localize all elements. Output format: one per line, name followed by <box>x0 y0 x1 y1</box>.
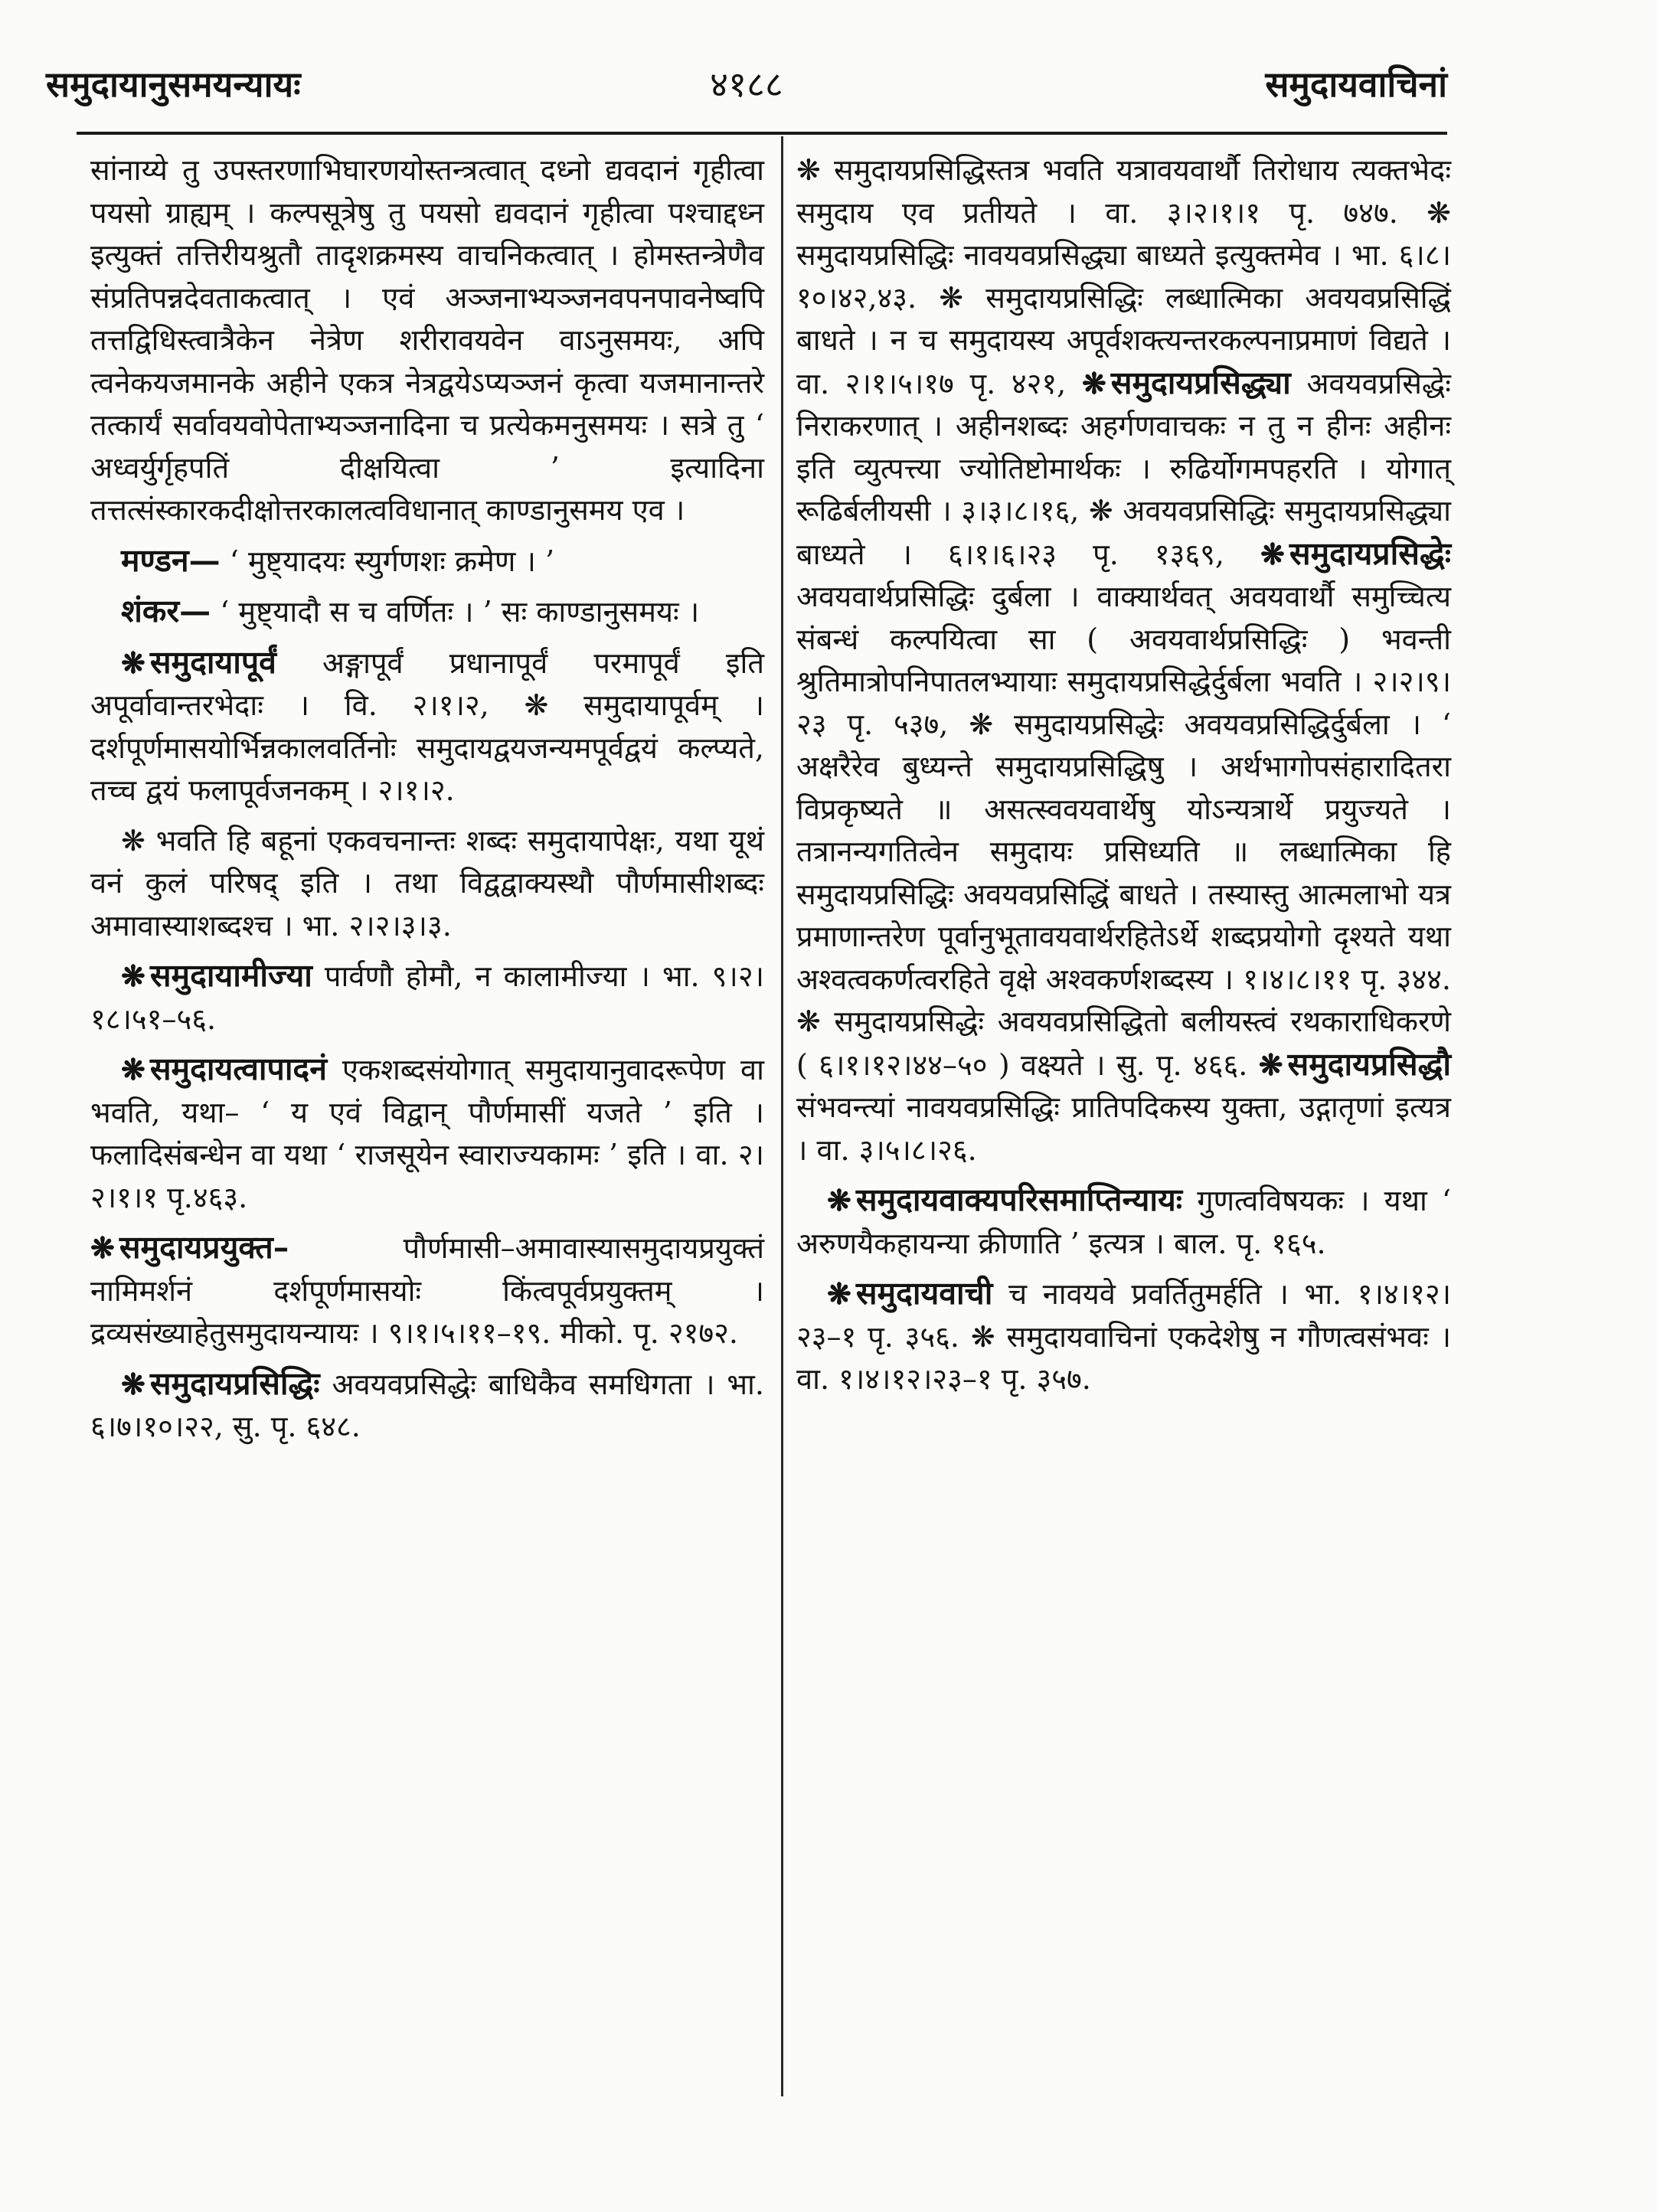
entry-star: ❋ <box>121 1366 145 1401</box>
entry-headword: समुदायप्रसिद्धौ <box>1287 1045 1451 1083</box>
entry-headword: समुदायप्रसिद्ध्या <box>1110 364 1291 401</box>
running-head-left: समुदायानुसमयन्यायः <box>46 64 301 105</box>
running-head-right: समुदायवाचिनां <box>1265 64 1447 105</box>
entry-headword: समुदायवाची <box>855 1275 993 1312</box>
entry-text: ‘ मुष्ट्यादौ स च वर्णितः । ’ सः काण्डानुसमयः । <box>220 595 700 629</box>
entry-headword: समुदायामीज्या <box>149 957 312 994</box>
entry <box>90 642 764 812</box>
entry-headword: समुदायप्रसिद्धेः <box>1289 534 1451 572</box>
entry-star: ❋ <box>121 645 145 680</box>
entry <box>796 1179 1451 1265</box>
entry <box>90 1363 764 1449</box>
entry-text: पार्वणौ होमौ, न कालामीज्या । भा. ९।२।१८।५१–५६. <box>90 959 764 1036</box>
entry-star: ❋ <box>1258 1047 1283 1082</box>
left-column <box>90 149 764 1456</box>
entry-headword: समुदायप्रसिद्धिः <box>149 1364 320 1402</box>
entry-star: ❋ <box>121 959 145 993</box>
entry-headword: मण्डन— <box>121 541 221 579</box>
entry-text: एकशब्दसंयोगात् समुदायानुवादरूपेण वा भवति, यथा– ‘ य एवं विद्वान् पौर्णमासीं यजते ’ इति । फलादिसंबन्धेन वा यथा ‘ राजसूयेन स्वाराज्यकामः ’ इति । वा. २।२।१।१ पृ.४६३. <box>90 1053 764 1214</box>
entry-star: ❋ <box>827 1183 851 1217</box>
page-number: ४१८८ <box>710 64 783 105</box>
entry <box>90 955 764 1041</box>
entry <box>796 1273 1451 1401</box>
entry <box>90 820 764 948</box>
entry-text: अवयवप्रसिद्धेः निराकरणात् । अहीनशब्दः अहर्गणवाचकः न तु न हीनः अहीनः इति व्युत्पत्त्या ज्योतिष्टोमार्थकः । रुढिर्योगमपहरति । योगात् रूढिर्बलीयसी । ३।३।८।१६, ❋ अवयवप्रसिद्धिः समुदायप्रसिद्ध्या बाध्यते । ६।१।६।२३ पृ. १३६९, <box>796 366 1451 571</box>
entry <box>796 149 1451 1171</box>
entry-text: अवयवप्रसिद्धेः बाधिकैव समधिगता । भा. ६।७।१०।२२, सु. पृ. ६४८. <box>90 1367 764 1443</box>
entry-text: ❋ भवति हि बहूनां एकवचनान्तः शब्दः समुदायापेक्षः, यथा यूथं वनं कुलं परिषद् इति । तथा विद्वद्वाक्यस्थौ पौर्णमासीशब्दः अमावास्याशब्दश्च । भा. २।२।३।३. <box>90 823 764 943</box>
entry-text: पौर्णमासी–अमावास्यासमुदायप्रयुक्तं नामिमर्शनं दर्शपूर्णमासयोः किंत्वपूर्वप्रयुक्तम् । द्रव्यसंख्याहेतुसमुदायन्यायः । ९।१।५।११–१९. मीको. पृ. २१७२. <box>90 1231 764 1350</box>
entry-headword: शंकर— <box>121 593 211 629</box>
entry-text: अवयवार्थप्रसिद्धिः दुर्बला । वाक्यार्थवत् अवयवार्थौ समुच्चित्य संबन्धं कल्पयित्वा सा ( अवयवार्थप्रसिद्धिः ) भवन्ती श्रुतिमात्रोपनिपातलभ्यायाः समुदायप्रसिद्धेर्दुर्बला भवति । २।२।९।२३ पृ. ५३७, ❋ समुदायप्रसिद्धेः अवयवप्रसिद्धिर्दुर्बला । ‘ अक्षरैरेव बुध्यन्ते समुदायप्रसिद्धिषु । अर्थभागोपसंहारादितरा विप्रकृष्यते ॥ असत्स्ववयवार्थेषु योऽन्यत्रार्थे प्रयुज्यते । तत्रानन्यगतित्वेन समुदायः प्रसिध्यति ॥ लब्धात्मिका हि समुदायप्रसिद्धिः अवयवप्रसिद्धिं बाधते । तस्यास्तु आत्मलाभो यत्र प्रमाणान्तरेण पूर्वानुभूतावयवार्थरहितेऽर्थे शब्दप्रयोगो दृश्यते यथा अश्वत्वकर्णत्वरहिते वृक्षे अश्वकर्णशब्दस्य । १।४।८।११ पृ. ३४४. ❋ समुदायप्रसिद्धेः अवयवप्रसिद्धितो बलीयस्त्वं रथकाराधिकरणे ( ६।१।१२।४४–५० ) वक्ष्यते । सु. पृ. ४६६. <box>796 580 1451 1082</box>
entry-text: ‘ मुष्ट्यादयः स्युर्गणशः क्रमेण । ’ <box>229 544 555 578</box>
page-header <box>46 60 1447 121</box>
entry-star: ❋ <box>827 1276 851 1311</box>
entry <box>90 540 764 583</box>
entry-text: ❋ समुदायप्रसिद्धिस्तत्र भवति यत्रावयवार्थौ तिरोधाय त्यक्तभेदः समुदाय एव प्रतीयते । वा. ३।२।१।१ पृ. ७४७. ❋ समुदायप्रसिद्धिः नावयवप्रसिद्ध्या बाध्यते इत्युक्तमेव । भा. ६।८।१०।४२,४३. ❋ समुदायप्रसिद्धिः लब्धात्मिका अवयवप्रसिद्धिं बाधते । न च समुदायस्य अपूर्वशक्त्यन्तरकल्पनाप्रमाणं विद्यते । वा. २।१।५।१७ पृ. ४२१, <box>796 153 1451 400</box>
entry-text: अङ्गापूर्वं प्रधानापूर्वं परमापूर्वं इति अपूर्वावान्तरभेदाः । वि. २।१।२, ❋ समुदायापूर्वम् । दर्शपूर्णमासयोर्भिन्नकालवर्तिनोः समुदायद्वयजन्यमपूर्वद्वयं कल्प्यते, तच्च द्वयं फलापूर्वजनकम् । २।१।२. <box>90 645 764 807</box>
entry <box>90 590 764 634</box>
entry-text: संभवन्त्यां नावयवप्रसिद्धिः प्रातिपदिकस्य युक्ता, उद्गातृणां इत्यत्र । वा. ३।५।८।२६. <box>796 1090 1451 1167</box>
entry-star: ❋ <box>1081 365 1106 400</box>
entry-text: गुणत्वविषयकः । यथा ‘ अरुणयैकहायन्या क्रीणाति ’ इत्यत्र । बाल. पृ. १६५. <box>796 1184 1451 1260</box>
column-divider <box>781 136 783 2096</box>
entry-text: सांनाय्ये तु उपस्तरणाभिघारणयोस्तन्त्रत्वात् दध्नो द्यवदानं गृहीत्वा पयसो ग्राह्यम् । कल्पसूत्रेषु तु पयसो द्यवदानं गृहीत्वा पश्चाद्दध्न इत्युक्तं तत्तिरीयश्रुतौ तादृशक्रमस्य वाचनिकत्वात् । होमस्तन्त्रेणैव संप्रतिपन्नदेवताकत्वात् । एवं अञ्जनाभ्यञ्जनवपनपावनेष्वपि तत्तद्विधिस्त्वात्रैकेन नेत्रेण शरीरावयवेन वाऽनुसमयः, अपि त्वनेकयजमानके अहीने एकत्र नेत्रद्वयेऽप्यञ्जनं कृत्वा यजमानान्तरे तत्कार्यं सर्वावयवोपेताभ्यञ्जनादिना च प्रत्येकमनुसमयः । सत्रे तु ‘ अध्वर्युर्गृहपतिं दीक्षयित्वा ’ इत्यादिना तत्तत्संस्कारकदीक्षोत्तरकालत्वविधानात् काण्डानुसमय एव । <box>90 153 764 527</box>
entry-headword: समुदायवाक्यपरिसमाप्तिन्यायः <box>855 1181 1183 1218</box>
entry <box>90 1227 764 1355</box>
header-rule <box>77 132 1447 135</box>
entry-text: च नावयवे प्रवर्तितुमर्हति । भा. १।४।१२।२३–१ पृ. ३५६. ❋ समुदायवाचिनां एकदेशेषु न गौणत्वसंभवः । वा. १।४।१२।२३–१ पृ. ३५७. <box>796 1277 1451 1396</box>
entry <box>90 1048 764 1219</box>
entry-headword: समुदायप्रयुक्त– <box>119 1229 289 1266</box>
entry-headword: समुदायापूर्वं <box>149 643 276 681</box>
entry-star: ❋ <box>1260 536 1285 571</box>
entry-star: ❋ <box>90 1230 115 1265</box>
entry-star: ❋ <box>121 1052 145 1086</box>
entry <box>90 149 764 532</box>
entry-headword: समुदायत्वापादनं <box>149 1050 327 1087</box>
right-column <box>796 149 1451 1409</box>
